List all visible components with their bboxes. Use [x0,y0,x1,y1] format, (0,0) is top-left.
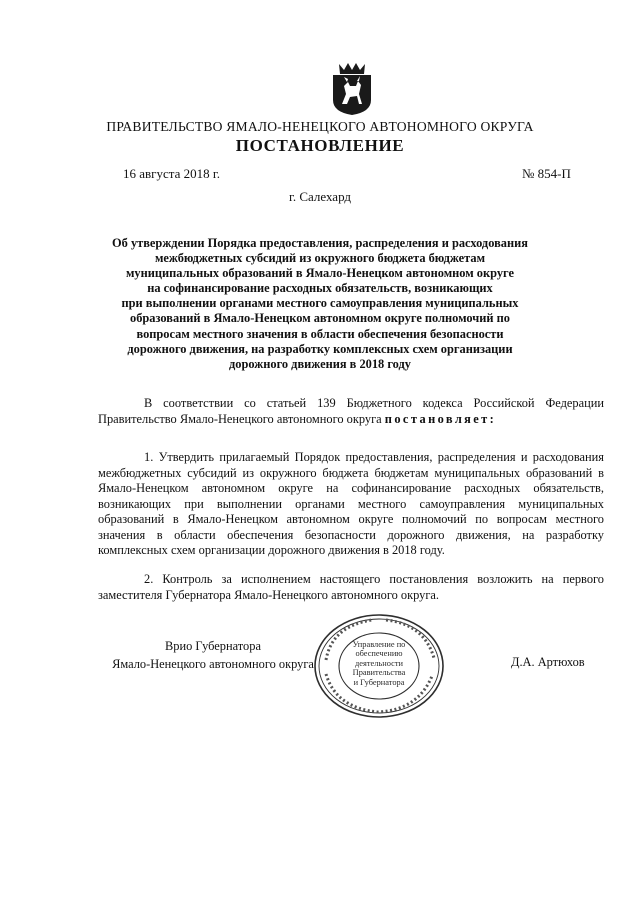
preamble-text: В соответствии со статьей 139 Бюджетного кодекса Российской Федерации Правительство Ямало-Ненецкого автономного округа [98,396,604,426]
stamp-line: деятельности [355,658,403,668]
title-line: на софинансирование расходных обязательств, возникающих [147,281,493,296]
stamp-line: Управление по [352,640,406,649]
title-line: дорожного движения в 2018 году [229,356,411,371]
document-type: ПОСТАНОВЛЕНИЕ [235,136,405,155]
title-line: муниципальных образований в Ямало-Ненецком автономном округе [125,266,515,281]
preamble-paragraph [98,396,604,427]
signatory-position-line: Ямало-Ненецкого автономного округа [112,657,314,671]
document-title [100,236,540,372]
stamp-line: Правительства [352,668,406,678]
stamp-text [344,640,414,687]
document-date: 16 августа 2018 г. [123,166,220,181]
title-line: вопросам местного значения в области обеспечения безопасности [136,326,504,341]
item-2-paragraph: 2. Контроль за исполнением настоящего постановления возложить на первого заместителя Губернатора Ямало-Ненецкого автономного округа. [98,572,604,602]
document-number: № 854-П [522,166,571,181]
title-line: дорожного движения, на разработку комплексных схем организации [127,341,513,356]
signatory-position [98,637,328,673]
title-line: Об утверждении Порядка предоставления, распределения и расходования [112,236,528,250]
coat-of-arms-emblem [330,60,374,116]
stamp-line: обеспечению [355,649,403,659]
document-city: г. Салехард [288,189,352,204]
item-1-paragraph: 1. Утвердить прилагаемый Порядок предоставления, распределения и расходования межбюджетных субсидий из окружного бюджета бюджетам муниципальных образований в Ямало-Ненецком автономном округе на софинансирование расходных обязательств, возникающих при выполнении органами местного самоуправления муниципальных образований в Ямало-Ненецком автономном округе полномочий по вопросам местного значения в области обеспечения безопасности дорожного движения, на разработку комплексных схем организации дорожного движения в 2018 году. [98,450,604,557]
stamp-line: и Губернатора [353,677,405,687]
signatory-position-line: Врио Губернатора [165,639,261,653]
title-line: межбюджетных субсидий из окружного бюджета бюджетам [154,251,486,266]
title-line: при выполнении органами местного самоуправления муниципальных [121,296,519,311]
signatory-name: Д.А. Артюхов [511,655,585,669]
government-name: ПРАВИТЕЛЬСТВО ЯМАЛО-НЕНЕЦКОГО АВТОНОМНОГО ОКРУГА [106,119,534,134]
decree-word: постановляет: [384,411,497,426]
title-line: образований в Ямало-Ненецком автономном округе полномочий по [130,311,510,326]
